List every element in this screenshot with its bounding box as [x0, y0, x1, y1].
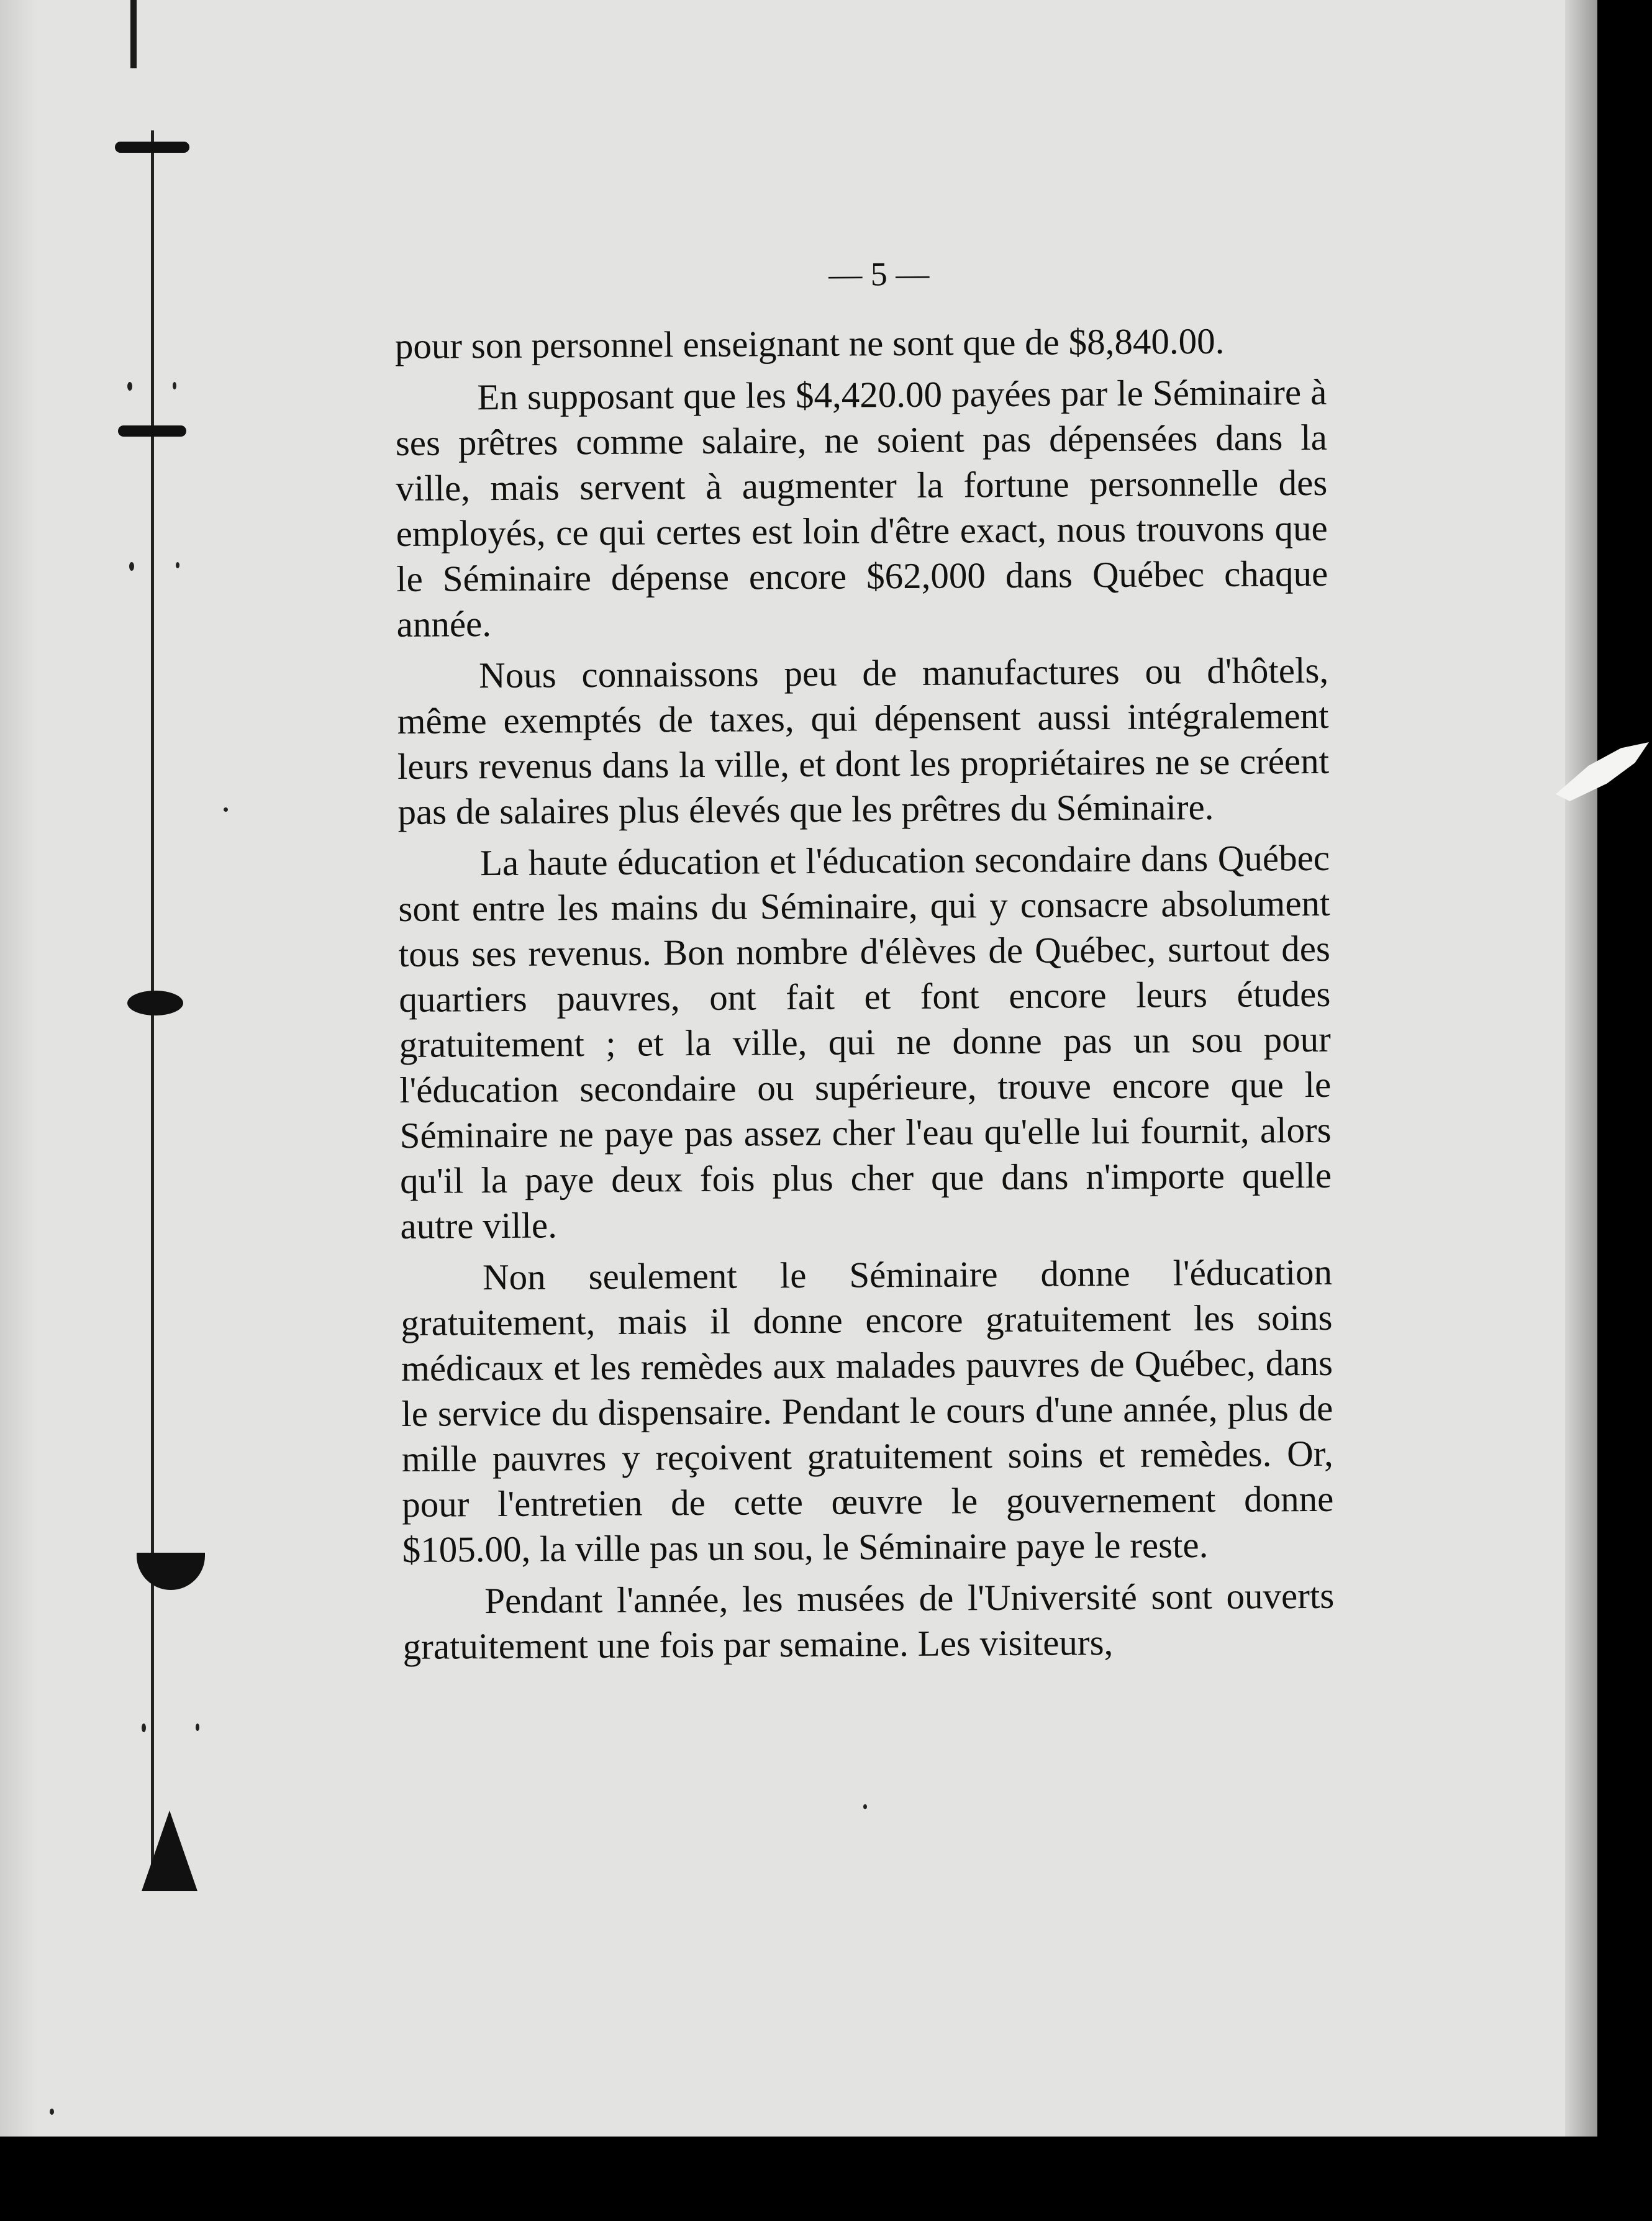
- paragraph: Pendant l'année, les musées de l'Université sont ouverts gratuitement une fois par semaine. Les visiteurs,: [402, 1574, 1335, 1667]
- paragraph: Non seulement le Séminaire donne l'éducation gratuitement, mais il donne encore gratuitement les soins médicaux et les remèdes aux malades pauvres de Québec, dans le service du dispensaire. Pendant le cours d'une année, plus de mille pauvres y reçoivent gratuitement soins et remèdes. Or, pour l'entretien de cette œuvre le gouvernement donne $105.00, la ville pas un sou, le Séminaire paye le reste.: [401, 1251, 1334, 1570]
- binding-stitch: [142, 1810, 197, 1891]
- ink-speck: [863, 1804, 867, 1809]
- binding-mark: [130, 0, 137, 68]
- binding-stitch: [118, 425, 186, 437]
- ink-speck: [127, 382, 132, 391]
- paragraph: Nous connaissons peu de manufactures ou d'hôtels, même exemptés de taxes, qui dépensent aussi intégralement leurs revenus dans la ville, et dont les propriétaires ne se créent pas de salaires plus élevés que les prêtres du Séminaire.: [397, 649, 1330, 832]
- body-text: [394, 249, 1335, 1676]
- binding-stitch: [115, 142, 189, 153]
- paragraph: pour son personnel enseignant ne sont que de $8,840.00.: [394, 320, 1225, 366]
- ink-speck: [176, 562, 179, 568]
- ink-speck: [173, 382, 176, 389]
- paragraph: En supposant que les $4,420.00 payées par le Séminaire à ses prêtres comme salaire, ne soient pas dépensées dans la ville, mais servent à augmenter la fortune personnelle des employés, ce qui certes est loin d'être exact, nous trouvons que le Séminaire dépense encore $62,000 dans Québec chaque année.: [395, 371, 1328, 645]
- ink-speck: [196, 1724, 199, 1731]
- ink-speck: [129, 562, 134, 571]
- binding-shadow: [0, 0, 37, 2137]
- ink-speck: [50, 2109, 54, 2115]
- page-edge: [1565, 0, 1597, 2137]
- ink-speck: [224, 807, 228, 812]
- ink-speck: [142, 1724, 146, 1732]
- page-number: — 5 —: [828, 255, 930, 293]
- binding-stitch: [137, 1553, 205, 1590]
- paragraph: La haute éducation et l'éducation secondaire dans Québec sont entre les mains du Séminaire, qui y consacre absolument tous ses revenus. Bon nombre d'élèves de Québec, surtout des quartiers pauvres, ont fait et font encore leurs études gratuitement ; et la ville, qui ne donne pas un sou pour l'éducation secondaire ou supérieure, trouve encore que le Séminaire ne paye pas assez cher l'eau qu'elle lui fournit, alors qu'il la paye deux fois plus cher que dans n'importe quelle autre ville.: [398, 837, 1332, 1247]
- binding-stitch: [127, 991, 183, 1015]
